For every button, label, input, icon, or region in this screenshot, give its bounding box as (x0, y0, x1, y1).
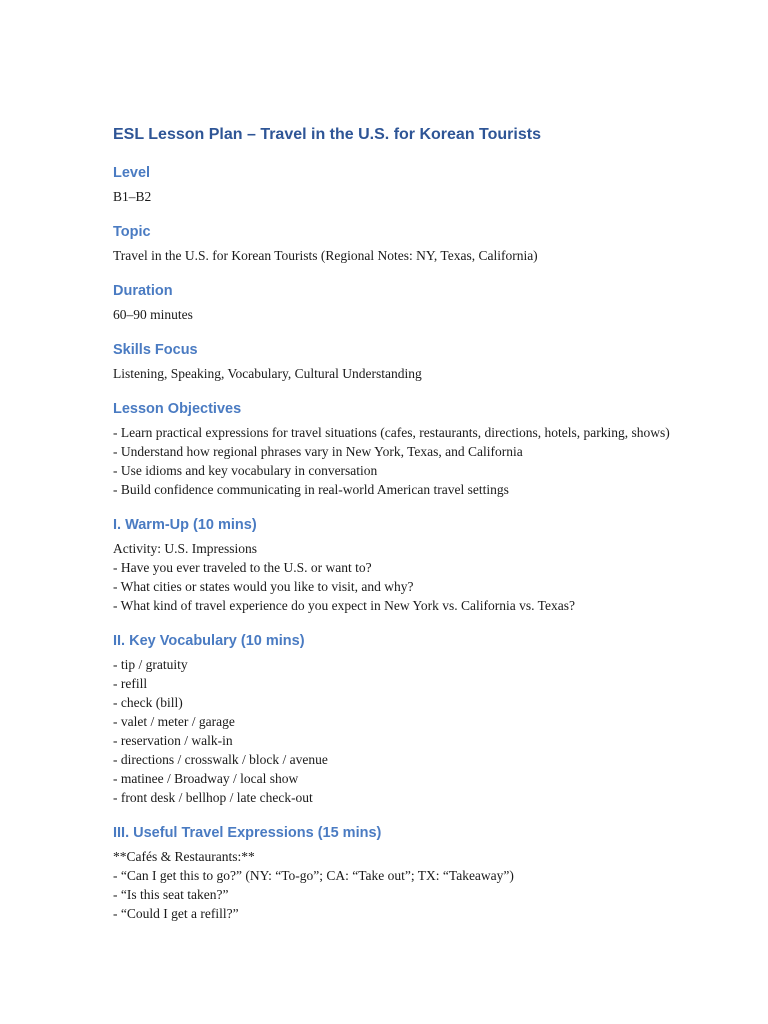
warmup-item: - What cities or states would you like to visit, and why? (113, 579, 414, 594)
duration-heading: Duration (113, 283, 173, 299)
level-section (113, 163, 673, 206)
expression-item: - “Could I get a refill?” (113, 906, 239, 921)
topic-section (113, 222, 673, 265)
objective-item: - Use idioms and key vocabulary in conversation (113, 463, 378, 478)
warmup-item: - What kind of travel experience do you expect in New York vs. California vs. Texas? (113, 598, 575, 613)
vocabulary-section (113, 631, 673, 807)
warmup-item: Activity: U.S. Impressions (113, 541, 257, 556)
skills-text: Listening, Speaking, Vocabulary, Cultural Understanding (113, 366, 422, 381)
vocabulary-item: - reservation / walk-in (113, 733, 233, 748)
vocabulary-item: - check (bill) (113, 695, 183, 710)
skills-heading: Skills Focus (113, 342, 198, 358)
expressions-heading: III. Useful Travel Expressions (15 mins) (113, 825, 382, 841)
objective-item: - Learn practical expressions for travel situations (cafes, restaurants, directions, hotels, parking, shows) (113, 425, 670, 440)
expression-item: - “Can I get this to go?” (NY: “To-go”; CA: “Take out”; TX: “Takeaway”) (113, 868, 514, 883)
warmup-list (113, 539, 673, 615)
topic-text: Travel in the U.S. for Korean Tourists (Regional Notes: NY, Texas, California) (113, 248, 538, 263)
vocabulary-item: - front desk / bellhop / late check-out (113, 790, 313, 805)
objectives-heading: Lesson Objectives (113, 401, 242, 417)
skills-section (113, 340, 673, 383)
expressions-section (113, 823, 673, 923)
vocabulary-item: - tip / gratuity (113, 657, 188, 672)
topic-heading: Topic (113, 224, 151, 240)
warmup-item: - Have you ever traveled to the U.S. or want to? (113, 560, 372, 575)
objectives-section (113, 399, 673, 499)
vocabulary-item: - matinee / Broadway / local show (113, 771, 299, 786)
expressions-subheading: **Cafés & Restaurants:** (113, 849, 255, 864)
duration-text: 60–90 minutes (113, 307, 193, 322)
level-text: B1–B2 (113, 189, 152, 204)
level-heading: Level (113, 165, 151, 181)
warmup-heading: I. Warm-Up (10 mins) (113, 517, 257, 533)
duration-section (113, 281, 673, 324)
document-page (113, 124, 673, 939)
document-title: ESL Lesson Plan – Travel in the U.S. for Korean Tourists (113, 126, 541, 143)
vocabulary-list (113, 655, 673, 807)
vocabulary-item: - refill (113, 676, 148, 691)
objective-item: - Build confidence communicating in real-world American travel settings (113, 482, 509, 497)
objectives-list (113, 423, 673, 499)
vocabulary-item: - directions / crosswalk / block / avenue (113, 752, 328, 767)
expression-item: - “Is this seat taken?” (113, 887, 229, 902)
vocabulary-item: - valet / meter / garage (113, 714, 235, 729)
expressions-list (113, 847, 673, 923)
warmup-section (113, 515, 673, 615)
vocabulary-heading: II. Key Vocabulary (10 mins) (113, 633, 305, 649)
objective-item: - Understand how regional phrases vary in New York, Texas, and California (113, 444, 523, 459)
